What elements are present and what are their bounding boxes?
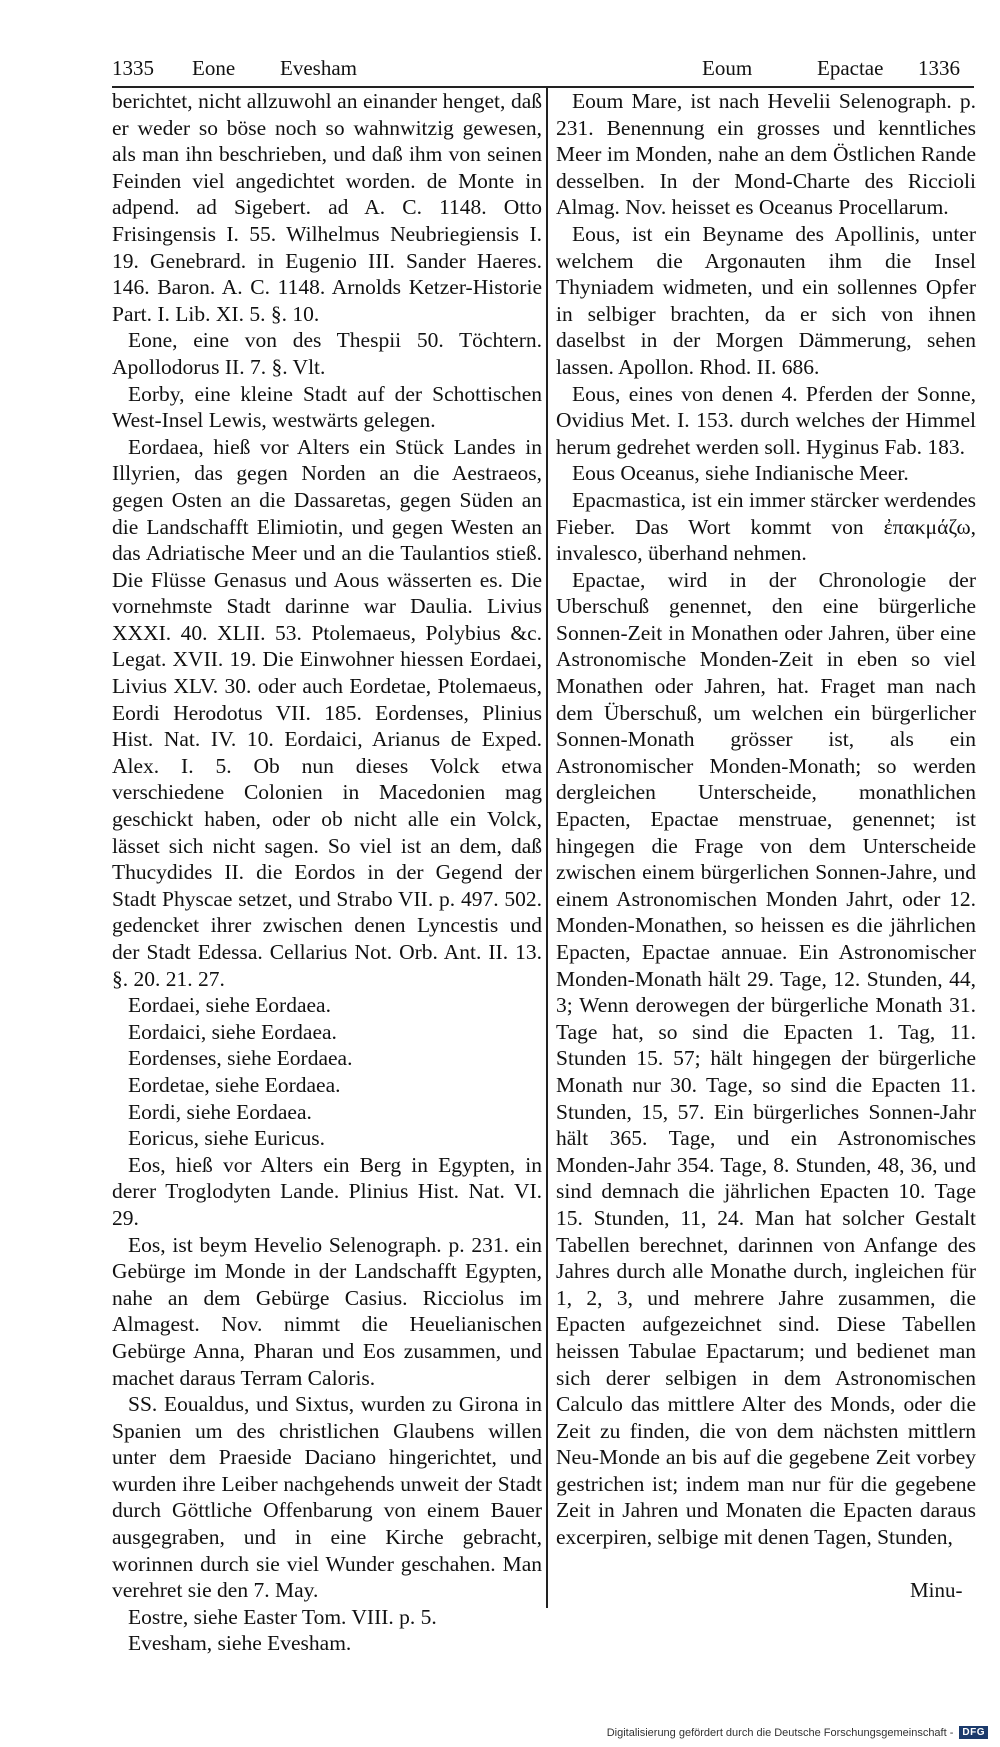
entry-eous-horse: Eous, eines von denen 4. Pferden der Sonne, Ovidius Met. I. 153. durch welches der Himmel herum gedrehet werden soll. Hyginus Fab. 183. xyxy=(556,381,976,459)
entry-eordaea: Eordaea, hieß vor Alters ein Stück Landes in Illyrien, das gegen Norden an die Aestraeos, gegen Osten an die Dassaretas, gegen Süden an die Landschafft Elimiotin, und gegen Westen an das Adriatische Meer und an die Taulantios stieß. Die Flüsse Genasus und Aous wässerten es. Die vornehmste Stadt darinne war Daulia. Livius XXXI. 40. XLII. 53. Ptolemaeus, Polybius &c. Legat. XVII. 19. Die Einwohner hiessen Eordaei, Livius XLV. 30. oder auch Eordetae, Ptolemaeus, Eordi Herodotus VII. 185. Eordenses, Plinius Hist. Nat. IV. 10. Eordaici, Arianus de Exped. Alex. I. 5. Ob nun dieses Volck etwa verschiedene Colonien in Macedonien mag geschickt haben, oder ob nicht alle ein Volck, lässet sich nicht sagen. So viel ist an dem, daß Thucydides II. die Eordos in der Gegend der Stadt Physcae setzet, und Strabo VII. p. 497. 502. gedencket ihrer zwischen denen Lyncestis und der Stadt Edessa. Cellarius Not. Orb. Ant. II. 13. §. 20. 21. 27. xyxy=(112,434,542,991)
left-column xyxy=(112,88,542,1657)
entry-eone: Eone, eine von des Thespii 50. Töchtern. Apollodorus II. 7. §. Vlt. xyxy=(112,328,542,379)
page-number-right: 1336 xyxy=(918,56,960,80)
entry-eostre: Eostre, siehe Easter Tom. VIII. p. 5. xyxy=(128,1604,437,1629)
paragraph-arnold-continued: berichtet, nicht allzuwohl an einander henget, daß er weder so böse noch so wahnwitzig gewesen, als man ihn beschrieben, und daß ihm von seinen Feinden viel angedichtet worden. de Monte in adpend. ad Sigebert. ad A. C. 1148. Otto Frisingensis I. 55. Wilhelmus Neubriegiensis I. 19. Genebrard. in Eugenio III. Sander Haeres. 146. Baron. A. C. 1148. Arnolds Ketzer-Historie Part. I. Lib. XI. 5. §. 10. xyxy=(112,89,542,326)
dfg-logo: DFG xyxy=(959,1726,988,1739)
entry-eordaici: Eordaici, siehe Eordaea. xyxy=(128,1019,337,1044)
entry-eordaei: Eordaei, siehe Eordaea. xyxy=(128,993,331,1018)
entry-eordenses: Eordenses, siehe Eordaea. xyxy=(128,1046,353,1071)
entry-epactae: Epactae, wird in der Chronologie der Uberschuß genennet, den eine bürgerliche Sonnen-Zeit in Monathen oder Jahren, über eine Astronomische Monden-Zeit in eben so viel Monathen oder Jahren, hat. Fraget man nach dem Überschuß, um welchen ein bürgerlicher Sonnen-Monath grösser ist, als ein Astronomischer Monden-Monath; so werden dergleichen Unterscheide, monathlichen Epacten, Epactae menstruae, genennet; ist hingegen die Frage von dem Unterscheide zwischen einem bürgerlichen Sonnen-Jahre, und einem Astronomischen Monden Jahrt, oder 12. Monden-Monathen, so heissen es die jährlichen Epacten, Epactae annuae. Ein Astronomischer Monden-Monath hält 29. Tage, 12. Stunden, 44, 3; Wenn derowegen der bürgerliche Monath 31. Tage hat, so sind die Epacten 1. Tag, 11. Stunden 15. 57; hält hingegen der bürgerliche Monath nur 30. Tage, so sind die Epacten 11. Stunden, 15, 57. Ein bürgerliches Sonnen-Jahr hält 365. Tage, und ein Astronomisches Monden-Jahr 354. Tage, 8. Stunden, 48, 36, und sind demnach die jährlichen Epacten 10. Tage 15. Stunden, 11, 24. Man hat solcher Gestalt Tabellen berechnet, darinnen von Anfange des Jahres durch alle Monathe durch, ingleichen für 1, 2, 3, und mehrere Jahre zusammen, die Epacten aufgezeichnet sind. Diese Tabellen heissen Tabulae Epactarum; und bedienet man sich derer selbigen in dem Astronomischen Calculo das mittlere Alter des Monds, oder die Zeit zu finden, die von dem nächsten mittlern Neu-Monde an bis auf die gegebene Zeit vorbey gestrichen ist; indem man nur für die gegebene Zeit in Jahren und Monaten die Epacten daraus excerpiren, selbige mit denen Tagen, Stunden, xyxy=(556,567,976,1550)
entry-eoualdus-sixtus: SS. Eoualdus, und Sixtus, wurden zu Girona in Spanien um des christlichen Glaubens willen unter dem Praeside Daciano hingerichtet, und wurden ihre Leiber nachgehends unweit der Stadt durch Göttliche Offenbarung von einem Bauer ausgegraben, und in eine Kirche gebracht, worinnen durch sie viel Wunder geschahen. Man verehret sie den 7. May. xyxy=(112,1392,542,1603)
header-word-right-1: Eoum xyxy=(702,56,753,80)
column-divider xyxy=(546,88,548,1608)
header-word-left-2: Evesham xyxy=(280,56,357,80)
header-word-left-1: Eone xyxy=(192,56,236,80)
entry-eoum-mare: Eoum Mare, ist nach Hevelii Selenograph. p. 231. Benennung ein grosses und kenntliches Meer im Monden, nahe an dem Östlichen Rande desselben. In der Mond-Charte des Riccioli Almag. Nov. heisset es Oceanus Procellarum. xyxy=(556,89,976,220)
header-word-right-2: Epactae xyxy=(817,56,884,80)
digitization-footer xyxy=(607,1726,988,1739)
page-number-left: 1335 xyxy=(112,56,154,80)
entry-eordetae: Eordetae, siehe Eordaea. xyxy=(128,1072,341,1097)
entry-eordi: Eordi, siehe Eordaea. xyxy=(128,1099,312,1124)
entry-eoricus: Eoricus, siehe Euricus. xyxy=(128,1126,326,1151)
entry-eos-mountain: Eos, hieß vor Alters ein Berg in Egypten, in derer Troglodyten Lande. Plinius Hist. Nat. VI. 29. xyxy=(112,1152,542,1230)
entry-evesham: Evesham, siehe Evesham. xyxy=(128,1631,352,1656)
footer-text: Digitalisierung gefördert durch die Deutsche Forschungsgemeinschaft - xyxy=(606,1726,954,1739)
right-column xyxy=(556,88,976,1551)
entry-eous-oceanus: Eous Oceanus, siehe Indianische Meer. xyxy=(572,461,909,486)
entry-epacmastica: Epacmastica, ist ein immer stärcker werdendes Fieber. Das Wort kommt von ἐπακμάζω, invalesco, überhand nehmen. xyxy=(556,487,976,566)
entry-eos-moon: Eos, ist beym Hevelio Selenograph. p. 231. ein Gebürge im Monde in der Landschafft Egypten, nahe an dem Gebürge Casius. Ricciolus im Almagest. Nov. nimmt die Heuelianischen Gebürge Anna, Pharan und Eos zusammen, und machet daraus Terram Caloris. xyxy=(112,1232,542,1390)
catchword: Minu- xyxy=(910,1578,963,1602)
entry-eous-apollo: Eous, ist ein Beyname des Apollinis, unter welchem die Argonauten ihm die Insel Thyniadem widmeten, und ein sollennes Opfer in selbiger brachten, da er sich von ihnen daselbst in der Morgen Dämmerung, sehen lassen. Apollon. Rhod. II. 686. xyxy=(556,221,976,379)
entry-eorby: Eorby, eine kleine Stadt auf der Schottischen West-Insel Lewis, westwärts gelegen. xyxy=(112,381,542,433)
